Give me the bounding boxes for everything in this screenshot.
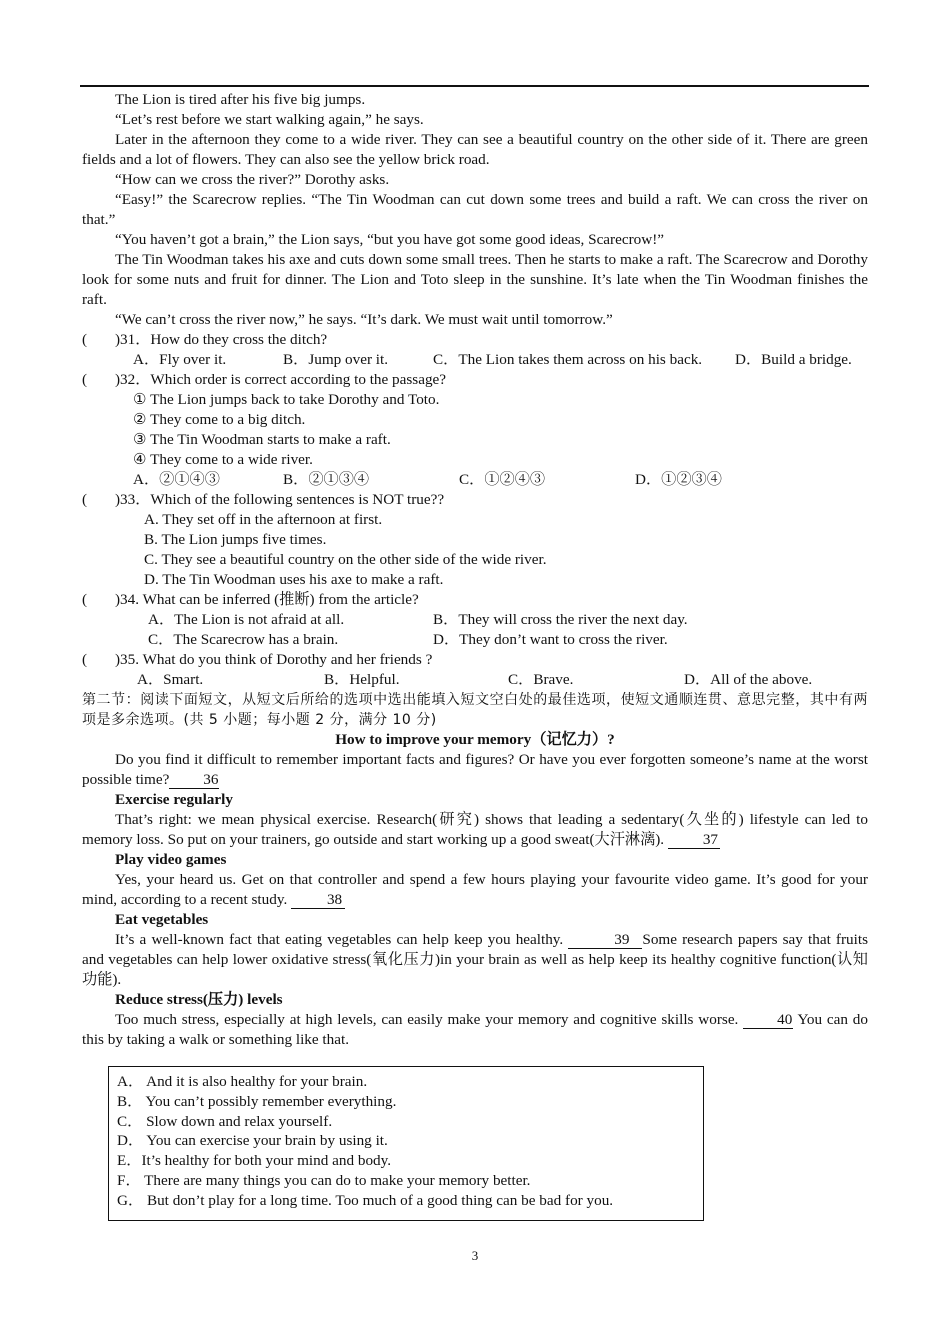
answer-choices-box: [108, 1066, 704, 1221]
blank-39[interactable]: 39: [568, 931, 642, 949]
question-31: [82, 330, 868, 350]
option-a: A．The Lion is not afraid at all.: [148, 611, 345, 628]
passage-paragraph: The Tin Woodman takes his axe and cuts down some small trees. Then he starts to make a raft. The Scarecrow and Dorothy look for some nuts and fruit for dinner. The Lion and Toto sleep in the sunshine. It’s late when the Tin Woodman finishes the raft.: [82, 251, 868, 308]
question-stem: )31．How do they cross the ditch?: [115, 331, 328, 348]
question-33: [82, 490, 868, 510]
option-d: D．Build a bridge.: [735, 351, 852, 368]
question-35-options: [82, 670, 868, 690]
subheading-stress: Reduce stress(压力) levels: [115, 991, 283, 1008]
answer-bracket[interactable]: (: [82, 651, 88, 668]
question-stem: )33．Which of the following sentences is NOT true??: [115, 491, 445, 508]
option-c: C．Brave.: [508, 671, 574, 688]
order-item-2: ② They come to a big ditch.: [133, 411, 306, 428]
choice-a: A． And it is also healthy for your brain.: [117, 1073, 368, 1090]
passage-paragraph: Later in the afternoon they come to a wide river. They can see a beautiful country on the other side of it. There are green fields and a lot of flowers. They can also see the yellow brick road.: [82, 131, 868, 168]
question-stem: )35. What do you think of Dorothy and her friends ?: [115, 651, 433, 668]
section-instructions: 第二节：阅读下面短文，从短文后所给的选项中选出能填入短文空白处的最佳选项，使短文通顺连贯、意思完整，其中有两项是多余选项。(共 5 小题；每小题 2 分，满分 10 分): [82, 692, 868, 728]
subheading-video-games: Play video games: [115, 851, 227, 868]
question-32: [82, 370, 868, 390]
question-34-options-row2: [82, 630, 868, 650]
question-stem: )34. What can be inferred (推断) from the article?: [115, 591, 419, 608]
choice-d: D． You can exercise your brain by using it.: [117, 1132, 388, 1150]
page-number: 3: [471, 1248, 479, 1263]
stress-paragraph: Too much stress, especially at high levels, can easily make your memory and cognitive skills worse. 40 You can do this by taking a walk or something like that.: [82, 1011, 868, 1048]
choice-c: C． Slow down and relax yourself.: [117, 1112, 333, 1130]
option-a: A．②①④③: [133, 471, 220, 488]
order-item-3: ③ The Tin Woodman starts to make a raft.: [133, 431, 391, 448]
passage-paragraph: The Lion is tired after his five big jumps.: [115, 91, 366, 108]
question-stem: )32．Which order is correct according to the passage?: [115, 371, 447, 388]
choice-b: B． You can’t possibly remember everything.: [117, 1092, 397, 1110]
option-c: C．The Scarecrow has a brain.: [148, 631, 339, 648]
passage-paragraph: “How can we cross the river?” Dorothy asks.: [115, 171, 390, 188]
option-a: A．Smart.: [137, 671, 204, 688]
subheading-vegetables: Eat vegetables: [115, 911, 209, 928]
option-c: C．①②④③: [459, 471, 546, 488]
choice-g: G． But don’t play for a long time. Too much of a good thing can be bad for you.: [117, 1191, 614, 1209]
blank-40[interactable]: 40: [743, 1011, 793, 1029]
order-item-4: ④ They come to a wide river.: [133, 451, 313, 468]
subheading-exercise: Exercise regularly: [115, 791, 233, 808]
passage-paragraph: “We can’t cross the river now,” he says. “It’s dark. We must wait until tomorrow.”: [115, 311, 613, 328]
intro-paragraph: Do you find it difficult to remember important facts and figures? Or have you ever forgotten someone’s name at the worst possible time? 36: [82, 751, 868, 788]
option-d: D．All of the above.: [684, 671, 813, 688]
option-a: A. They set off in the afternoon at first.: [144, 511, 383, 528]
option-d: D．They don’t want to cross the river.: [433, 631, 668, 648]
choice-e: E．It’s healthy for both your mind and body.: [117, 1152, 392, 1170]
passage-paragraph: “Let’s rest before we start walking again,” he says.: [115, 111, 424, 128]
order-item-1: ① The Lion jumps back to take Dorothy and Toto.: [133, 391, 440, 408]
exercise-paragraph: That’s right: we mean physical exercise. Research(研究) shows that leading a sedentary(久坐的) lifestyle can led to memory loss. So put on your trainers, go outside and start working up a good sweat(大汗淋漓). 37: [82, 811, 868, 848]
header-rule: [80, 85, 869, 87]
answer-bracket[interactable]: (: [82, 331, 88, 348]
blank-37[interactable]: 37: [668, 831, 720, 849]
blank-38[interactable]: 38: [291, 891, 345, 909]
option-b: B．They will cross the river the next day.: [433, 611, 688, 628]
blank-36[interactable]: 36: [169, 771, 219, 789]
option-d: D．①②③④: [635, 471, 722, 488]
option-d: D. The Tin Woodman uses his axe to make a raft.: [144, 571, 444, 588]
document-body: [82, 90, 868, 1050]
choice-f: F． There are many things you can do to make your memory better.: [117, 1171, 531, 1189]
option-b: B．Jump over it.: [283, 351, 389, 368]
option-c: C．The Lion takes them across on his back.: [433, 351, 703, 368]
vegetables-paragraph: It’s a well-known fact that eating vegetables can help keep you healthy. 39 Some research papers say that fruits and vegetables can help lower oxidative stress(氧化压力)in your brain as well as help keep its healthy cognitive function(认知功能).: [82, 931, 868, 988]
passage-paragraph: “Easy!” the Scarecrow replies. “The Tin Woodman can cut down some trees and build a raft. We can cross the river on that.”: [82, 191, 868, 228]
option-b: B. The Lion jumps five times.: [144, 531, 327, 548]
question-34-options-row1: [82, 610, 868, 630]
option-b: B．②①③④: [283, 471, 370, 488]
video-games-paragraph: Yes, your heard us. Get on that controller and spend a few hours playing your favourite video game. It’s good for your mind, according to a recent study. 38: [82, 871, 868, 908]
answer-bracket[interactable]: (: [82, 491, 88, 508]
question-32-options: [82, 470, 868, 490]
article-title: How to improve your memory（记忆力）?: [335, 731, 615, 748]
answer-bracket[interactable]: (: [82, 371, 88, 388]
question-34: [82, 590, 868, 610]
option-b: B．Helpful.: [324, 671, 400, 688]
question-35: [82, 650, 868, 670]
option-a: A．Fly over it.: [133, 351, 227, 368]
question-31-options: [82, 350, 868, 370]
passage-paragraph: “You haven’t got a brain,” the Lion says, “but you have got some good ideas, Scarecrow!”: [115, 231, 665, 248]
answer-bracket[interactable]: (: [82, 591, 88, 608]
option-c: C. They see a beautiful country on the other side of the wide river.: [144, 551, 547, 568]
